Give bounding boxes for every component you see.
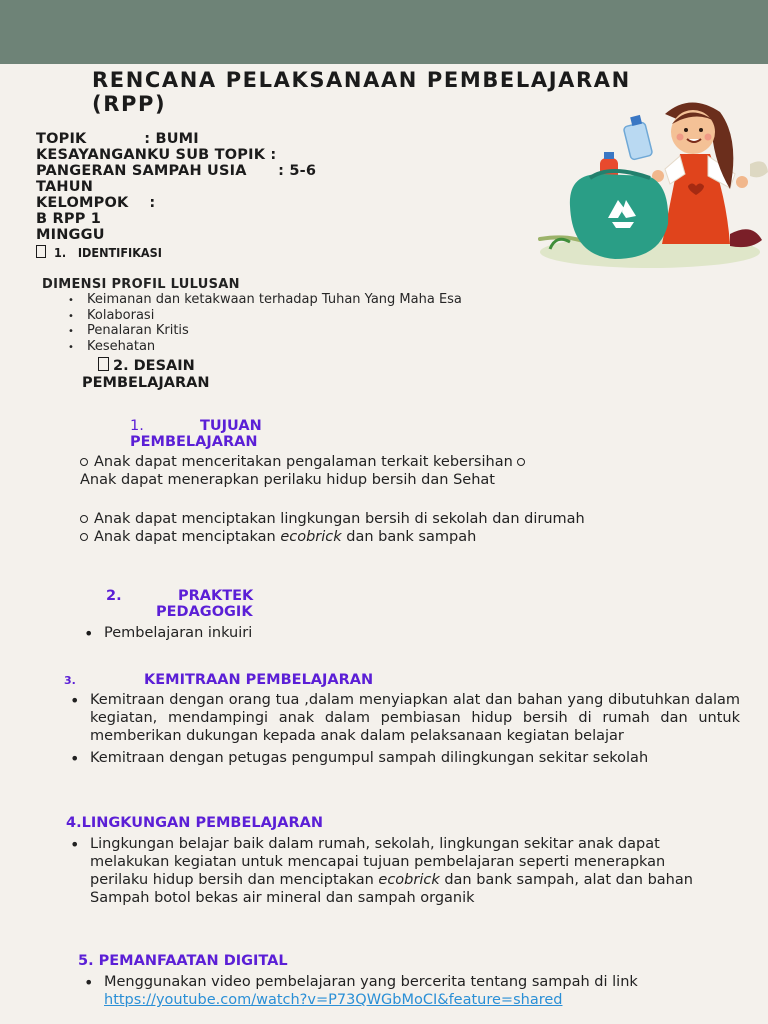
meta-line: PANGERAN SAMPAH USIA : 5-6 xyxy=(36,163,317,179)
circle-bullet-icon xyxy=(80,533,88,541)
meta-line: KELOMPOK : xyxy=(36,195,156,211)
praktek-heading xyxy=(106,588,253,620)
list-item xyxy=(70,835,710,907)
list-item: • Penalaran Kritis xyxy=(68,323,462,339)
heading-text: PEMBELAJARAN xyxy=(130,434,258,450)
digital-text: Menggunakan video pembelajaran yang bercerita tentang sampah di link xyxy=(104,974,638,990)
lingkungan-heading: 4.LINGKUNGAN PEMBELAJARAN xyxy=(66,815,323,831)
youtube-link[interactable]: https://youtube.com/watch?v=P73QWGbMoCI&feature=shared xyxy=(104,992,563,1008)
header-bar xyxy=(0,0,768,64)
section-label: IDENTIFIKASI xyxy=(77,245,162,260)
checkbox-icon xyxy=(36,245,46,258)
dimensi-title: DIMENSI PROFIL LULUSAN xyxy=(42,277,240,292)
meta-line: KESAYANGANKU SUB TOPIK : xyxy=(36,147,277,163)
heading-text: KEMITRAAN PEMBELAJARAN xyxy=(144,672,374,688)
praktek-list xyxy=(84,624,252,642)
lingkungan-list xyxy=(70,835,710,907)
ecobrick-term: ecobrick xyxy=(378,872,440,888)
section-desain-heading xyxy=(82,357,210,392)
digital-list xyxy=(84,973,744,1009)
heading-number: 1. xyxy=(130,418,144,434)
meta-line: B RPP 1 xyxy=(36,211,102,227)
digital-heading: 5. PEMANFAATAN DIGITAL xyxy=(78,953,288,969)
meta-line: MINGGU xyxy=(36,227,105,243)
kemitraan-heading xyxy=(64,672,373,688)
tujuan-text: dan bank sampah xyxy=(346,529,477,545)
tujuan-text: Anak dapat menceritakan pengalaman terkait kebersihan xyxy=(94,454,513,470)
lingkungan-text: Lingkungan belajar baik dalam rumah, sekolah, lingkungan sekitar anak dapat melakukan kegiatan untuk mencapai tujuan pembelajaran seperti menerapkan perilaku hidup bersih dan menciptakan xyxy=(90,836,666,888)
meta-block xyxy=(36,131,316,243)
heading-text: PEDAGOGIK xyxy=(156,604,253,620)
tujuan-text: Anak dapat menciptakan lingkungan bersih di sekolah dan dirumah xyxy=(94,511,585,527)
tujuan-paragraph xyxy=(80,453,550,489)
lingkungan-text: dan bank sampah, alat dan bahan Sampah botol bekas air mineral dan sampah organik xyxy=(90,872,693,906)
circle-bullet-icon xyxy=(517,458,525,466)
section-number: 1. xyxy=(54,245,67,260)
tujuan-paragraph xyxy=(80,510,600,546)
dimensi-list xyxy=(68,292,462,354)
section-label: PEMBELAJARAN xyxy=(82,375,210,391)
tujuan-heading xyxy=(130,418,262,450)
heading-text: TUJUAN xyxy=(200,418,262,434)
circle-bullet-icon xyxy=(80,515,88,523)
list-item xyxy=(84,973,744,1009)
list-item: • Kolaborasi xyxy=(68,308,462,324)
section-label: 2. DESAIN xyxy=(113,358,195,374)
list-item: • Kemitraan dengan orang tua ,dalam menyiapkan alat dan bahan yang dibutuhkan dalam kegiatan, mendampingi anak dalam pembiasan hidup bersih di rumah dan untuk memberikan dukungan kepada anak dalam pelaksanaan kegiatan belajar xyxy=(70,691,740,745)
checkbox-icon xyxy=(98,357,109,371)
list-item: • Kemitraan dengan petugas pengumpul sampah dilingkungan sekitar sekolah xyxy=(70,749,740,767)
list-item: • Keimanan dan ketakwaan terhadap Tuhan Yang Maha Esa xyxy=(68,292,462,308)
girl-recycling-illustration xyxy=(530,94,768,274)
kemitraan-list xyxy=(70,691,740,767)
heading-number: 3. xyxy=(64,674,76,687)
meta-line: TAHUN xyxy=(36,179,94,195)
list-item: • Kesehatan xyxy=(68,339,462,355)
heading-number: 2. xyxy=(106,588,122,604)
tujuan-text: Anak dapat menciptakan xyxy=(94,529,276,545)
circle-bullet-icon xyxy=(80,458,88,466)
list-item: • Pembelajaran inkuiri xyxy=(84,624,252,642)
tujuan-text: Anak dapat menerapkan perilaku hidup bersih dan Sehat xyxy=(80,472,495,488)
meta-line: TOPIK : BUMI xyxy=(36,131,199,147)
heading-text: PRAKTEK xyxy=(178,588,254,604)
ecobrick-term: ecobrick xyxy=(280,529,342,545)
section-identifikasi-heading xyxy=(36,245,162,260)
document-title: RENCANA PELAKSANAAN PEMBELAJARAN (RPP) xyxy=(92,68,631,116)
